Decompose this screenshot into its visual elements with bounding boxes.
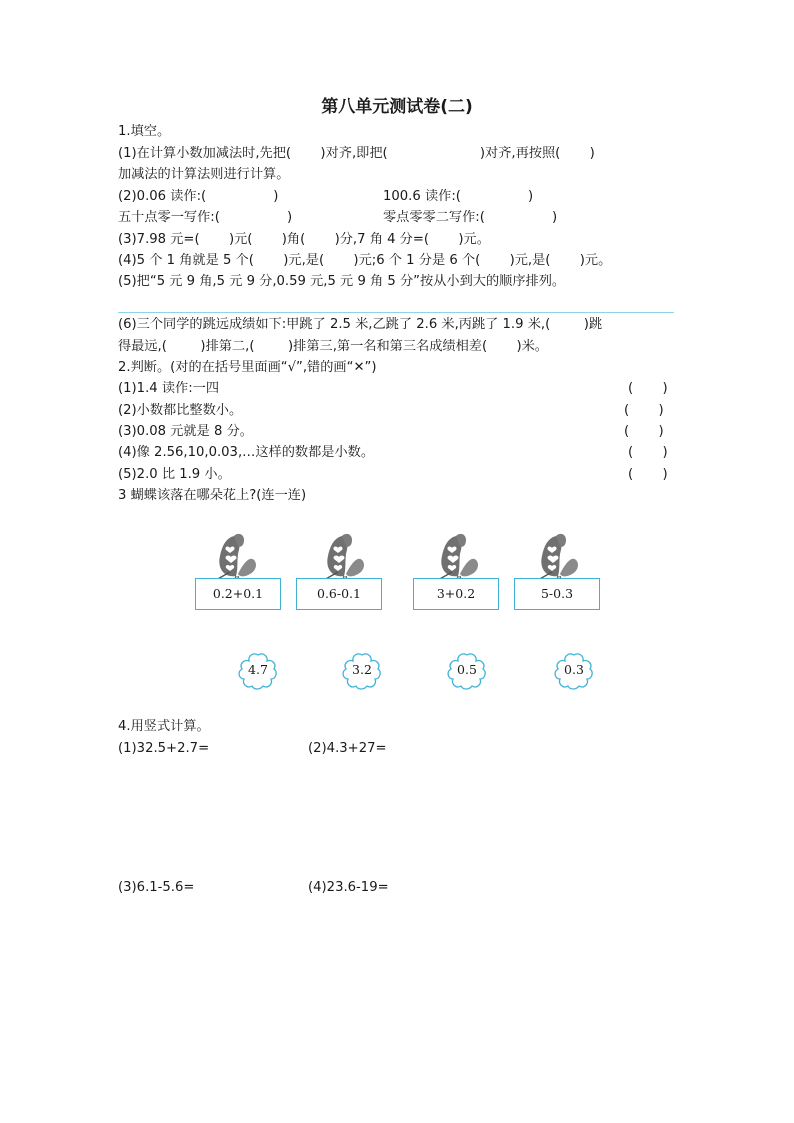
q4-problem-3: (3)6.1-5.6=: [118, 880, 195, 895]
butterfly-icon: [536, 532, 584, 584]
q2-item-5: (5)2.0 比 1.9 小。: [118, 467, 231, 482]
answer-line[interactable]: [118, 312, 674, 313]
butterfly-icon: [322, 532, 370, 584]
q2-item-3: (3)0.08 元就是 8 分。: [118, 424, 253, 439]
q1-heading: 1.填空。: [118, 124, 171, 139]
butterfly-icon: [214, 532, 262, 584]
expression-box-1[interactable]: 0.2+0.1: [195, 578, 281, 610]
q2-item-1: (1)1.4 读作:一四: [118, 381, 220, 396]
q1-line-4a: 五十点零一写作:( ): [118, 210, 293, 225]
q1-line-3a: (2)0.06 读作:( ): [118, 189, 279, 204]
flower-label-3[interactable]: 0.5: [457, 662, 477, 677]
q1-line-8: (6)三个同学的跳远成绩如下:甲跳了 2.5 米,乙跳了 2.6 米,丙跳了 1.9 米,( )跳: [118, 317, 603, 332]
q1-line-9: 得最远,( )排第二,( )排第三,第一名和第三名成绩相差( )米。: [118, 339, 548, 354]
expression-box-3[interactable]: 3+0.2: [413, 578, 499, 610]
page-title: 第八单元测试卷(二): [321, 97, 473, 117]
q2-item-2: (2)小数都比整数小。: [118, 403, 243, 418]
q2-answer-bracket-1[interactable]: ( ): [628, 381, 668, 396]
q1-line-4b: 零点零零二写作:( ): [383, 210, 558, 225]
q1-line-7: (5)把“5 元 9 角,5 元 9 分,0.59 元,5 元 9 角 5 分”按从小到大的顺序排列。: [118, 274, 566, 289]
expression-box-4[interactable]: 5-0.3: [514, 578, 600, 610]
flower-label-1[interactable]: 4.7: [248, 662, 268, 677]
q1-line-2: 加减法的计算法则进行计算。: [118, 167, 290, 182]
flower-label-4[interactable]: 0.3: [564, 662, 584, 677]
butterfly-icon: [436, 532, 484, 584]
q3-heading: 3 蝴蝶该落在哪朵花上?(连一连): [118, 488, 307, 503]
expression-box-2[interactable]: 0.6-0.1: [296, 578, 382, 610]
q2-answer-bracket-4[interactable]: ( ): [628, 445, 668, 460]
q2-item-4: (4)像 2.56,10,0.03,…这样的数都是小数。: [118, 445, 375, 460]
q4-heading: 4.用竖式计算。: [118, 719, 210, 734]
q4-problem-2: (2)4.3+27=: [308, 741, 387, 756]
q2-answer-bracket-3[interactable]: ( ): [624, 424, 664, 439]
flower-label-2[interactable]: 3.2: [352, 662, 372, 677]
q1-line-3b: 100.6 读作:( ): [383, 189, 534, 204]
q1-line-5: (3)7.98 元=( )元( )角( )分,7 角 4 分=( )元。: [118, 232, 490, 247]
q2-answer-bracket-5[interactable]: ( ): [628, 467, 668, 482]
q4-problem-1: (1)32.5+2.7=: [118, 741, 210, 756]
q2-heading: 2.判断。(对的在括号里面画“√”,错的画“✕”): [118, 360, 377, 375]
q2-answer-bracket-2[interactable]: ( ): [624, 403, 664, 418]
q4-problem-4: (4)23.6-19=: [308, 880, 389, 895]
q1-line-6: (4)5 个 1 角就是 5 个( )元,是( )元;6 个 1 分是 6 个( )元,是( )元。: [118, 253, 612, 268]
q1-line-1: (1)在计算小数加减法时,先把( )对齐,即把( )对齐,再按照( ): [118, 146, 595, 161]
